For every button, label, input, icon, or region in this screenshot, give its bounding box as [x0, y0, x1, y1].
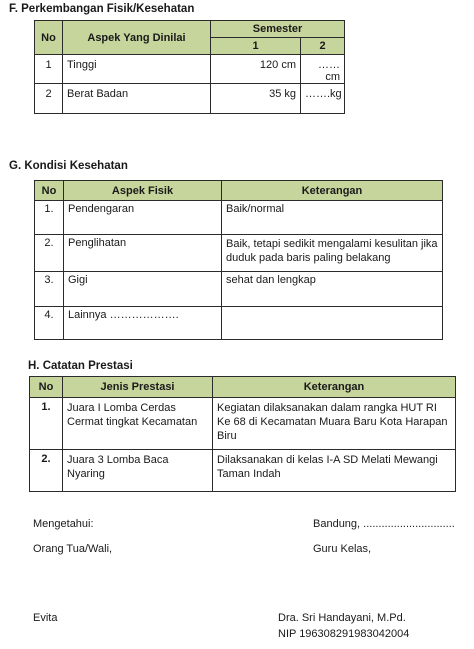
mengetahui-label: Mengetahui:	[33, 518, 94, 530]
cell-aspek: Penglihatan	[64, 235, 222, 272]
cell-aspek: Berat Badan	[63, 84, 211, 114]
cell-jenis: Juara I Lomba Cerdas Cermat tingkat Kecamatan	[63, 398, 213, 450]
teacher-label: Guru Kelas,	[313, 543, 372, 555]
header-keterangan: Keterangan	[222, 181, 443, 201]
header-semester-1: 1	[211, 38, 301, 55]
parent-name: Evita	[33, 612, 58, 624]
cell-aspek: Tinggi	[63, 55, 211, 84]
cell-no: 3.	[35, 272, 64, 307]
cell-sem1: 120 cm	[211, 55, 301, 84]
section-f-title: F. Perkembangan Fisik/Kesehatan	[9, 3, 195, 15]
cell-sem1: 35 kg	[211, 84, 301, 114]
physical-development-table	[34, 20, 345, 114]
table-row	[30, 450, 456, 492]
header-no: No	[35, 181, 64, 201]
cell-keterangan: sehat dan lengkap	[222, 272, 443, 307]
cell-keterangan: Baik/normal	[222, 201, 443, 235]
cell-jenis: Juara 3 Lomba Baca Nyaring	[63, 450, 213, 492]
cell-aspek: Gigi	[64, 272, 222, 307]
cell-keterangan: Dilaksanakan di kelas I-A SD Melati Mewangi Taman Indah	[213, 450, 456, 492]
parent-label: Orang Tua/Wali,	[33, 543, 113, 555]
cell-no: 1.	[35, 201, 64, 235]
teacher-nip: NIP 196308291983042004	[278, 628, 410, 640]
header-semester-2: 2	[301, 38, 345, 55]
teacher-name: Dra. Sri Handayani, M.Pd.	[278, 612, 406, 624]
table-row	[35, 55, 345, 84]
table-row	[30, 398, 456, 450]
table-row	[35, 307, 443, 340]
section-g-title: G. Kondisi Kesehatan	[9, 160, 128, 172]
cell-sem2: ……cm	[301, 55, 345, 84]
header-semester: Semester	[211, 21, 345, 38]
cell-no: 2	[35, 84, 63, 114]
cell-no: 2.	[35, 235, 64, 272]
cell-keterangan	[222, 307, 443, 340]
header-aspek-fisik: Aspek Fisik	[64, 181, 222, 201]
table-row	[35, 84, 345, 114]
cell-no: 2.	[30, 450, 63, 492]
table-row	[35, 235, 443, 272]
cell-aspek: Pendengaran	[64, 201, 222, 235]
table-row	[35, 272, 443, 307]
health-condition-table	[34, 180, 443, 340]
cell-keterangan: Baik, tetapi sedikit mengalami kesulitan jika duduk pada baris paling belakang	[222, 235, 443, 272]
cell-keterangan: Kegiatan dilaksanakan dalam rangka HUT RI Ke 68 di Kecamatan Muara Baru Kota Harapan Biru	[213, 398, 456, 450]
achievement-table	[29, 376, 456, 492]
cell-sem2: …….kg	[301, 84, 345, 114]
header-no: No	[35, 21, 63, 55]
table-row	[35, 201, 443, 235]
header-keterangan: Keterangan	[213, 377, 456, 398]
header-aspek: Aspek Yang Dinilai	[63, 21, 211, 55]
cell-aspek: Lainnya ……………….	[64, 307, 222, 340]
cell-no: 1	[35, 55, 63, 84]
cell-no: 4.	[35, 307, 64, 340]
cell-no: 1.	[30, 398, 63, 450]
header-no: No	[30, 377, 63, 398]
section-h-title: H. Catatan Prestasi	[28, 360, 133, 372]
place-date-label: Bandung, ..............................	[313, 518, 455, 530]
header-jenis-prestasi: Jenis Prestasi	[63, 377, 213, 398]
